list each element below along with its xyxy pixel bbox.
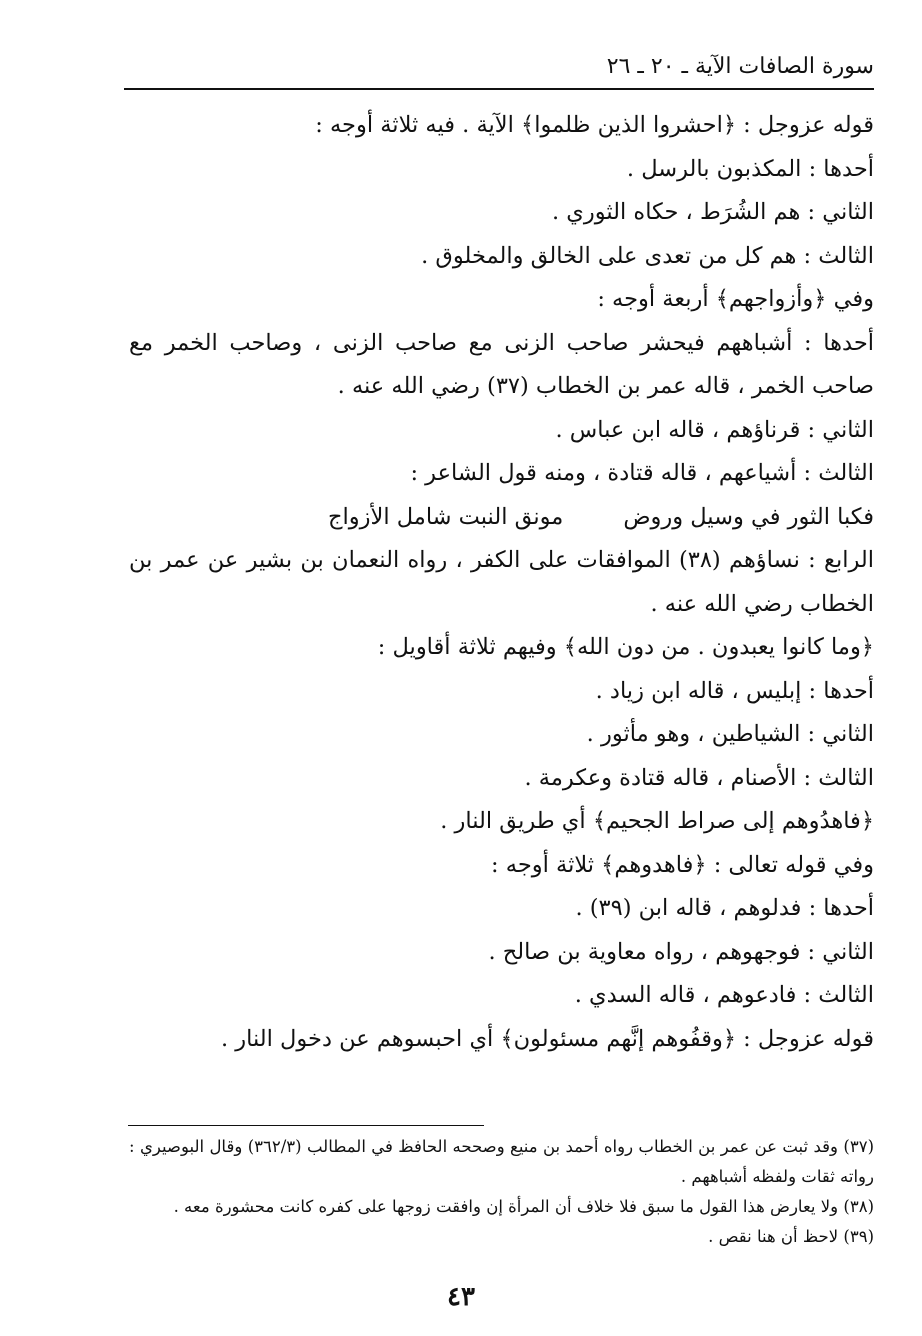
text-line: وفي قوله تعالى : ﴿فاهدوهم﴾ ثلاثة أوجه : [491,851,874,878]
text-paragraph: الرابع : نساؤهم (٣٨) الموافقات على الكفر ، رواه النعمان بن بشير عن عمر بن الخطاب رضي الله عنه . [129,547,874,617]
footnotes [129,1132,874,1252]
page-number: ٤٣ [447,1282,475,1312]
text-line: الثالث : فادعوهم ، قاله السدي . [574,982,874,1008]
text-line: وفي ﴿وأزواجهم﴾ أربعة أوجه : [597,286,874,312]
text-line: الثاني : الشياطين ، وهو مأثور . [586,721,874,747]
text-line: أحدها : فدلوهم ، قاله ابن (٣٩) . [575,895,874,921]
footnote: (٣٩) لاحظ أن هنا نقص . [708,1227,874,1246]
text-line: أحدها : إبليس ، قاله ابن زياد . [595,677,874,704]
footnote: (٣٨) ولا يعارض هذا القول ما سبق فلا خلاف أن المرأة إن وافقت زوجها على كفره كانت محشورة معه . [173,1197,874,1216]
main-text [129,104,874,1061]
verse-second-hemistich: مونق النبت شامل الأزواج [327,503,564,530]
header-rule [124,88,874,90]
footnote: (٣٧) وقد ثبت عن عمر بن الخطاب رواه أحمد بن منيع وصححه الحافظ في المطالب (٣٦٢/٣) وقال البوصيري : رواته ثقات ولفظه أشباههم . [129,1137,875,1186]
text-line: الثالث : الأصنام ، قاله قتادة وعكرمة . [524,764,874,791]
running-header: سورة الصافات الآية ـ ٢٠ ـ ٢٦ [606,54,874,79]
text-line: قوله عزوجل : ﴿احشروا الذين ظلموا﴾ الآية . فيه ثلاثة أوجه : [315,112,874,138]
text-line: الثاني : هم الشُرَط ، حكاه الثوري . [551,199,874,225]
text-line: الثاني : قرناؤهم ، قاله ابن عباس . [555,416,874,443]
footnote-rule [128,1125,484,1126]
text-paragraph: أحدها : أشباههم فيحشر صاحب الزنى مع صاحب الزنى ، وصاحب الخمر مع صاحب الخمر ، قاله عمر بن الخطاب (٣٧) رضي الله عنه . [129,329,874,399]
text-line: ﴿وما كانوا يعبدون . من دون الله﴾ وفيهم ثلاثة أقاويل : [377,634,874,660]
verse-first-hemistich: فكبا الثور في وسيل وروض [623,503,874,530]
text-line: الثالث : هم كل من تعدى على الخالق والمخلوق . [421,242,874,269]
text-line: أحدها : المكذبون بالرسل . [626,155,874,182]
poetry-verse [129,496,874,540]
text-line: قوله عزوجل : ﴿وقفُوهم إنَّهم مسئولون﴾ أي احبسوهم عن دخول النار . [220,1025,874,1052]
text-line: الثاني : فوجهوهم ، رواه معاوية بن صالح . [488,938,874,965]
text-line: ﴿فاهدُوهم إلى صراط الجحيم﴾ أي طريق النار . [440,808,874,834]
text-line: الثالث : أشياعهم ، قاله قتادة ، ومنه قول الشاعر : [410,460,874,486]
